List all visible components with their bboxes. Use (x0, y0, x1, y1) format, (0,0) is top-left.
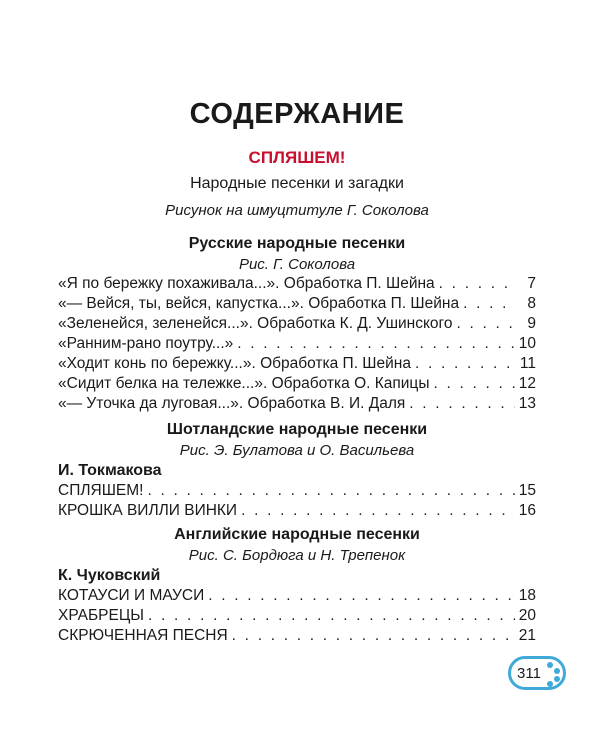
toc-entry-page: 12 (518, 375, 536, 392)
toc-entry-page: 11 (519, 355, 536, 372)
toc-entry[interactable] (58, 607, 536, 629)
toc-entry-title: ХРАБРЕЦЫ (58, 607, 145, 624)
toc-entry-title: КОТАУСИ И МАУСИ (58, 587, 205, 604)
decorative-dot-icon (547, 681, 553, 687)
russian-illustrator: Рис. Г. Соколова (238, 256, 356, 273)
toc-entry-page: 13 (518, 395, 536, 412)
page-number: 311 (517, 665, 541, 682)
toc-entry[interactable] (58, 395, 536, 417)
scottish-heading: Шотландские народные песенки (166, 421, 428, 438)
toc-entry[interactable] (58, 502, 536, 524)
toc-leader-dots (456, 315, 516, 333)
author-name: К. Чуковский (58, 567, 161, 584)
page-number-badge (508, 656, 566, 690)
toc-leader-dots (409, 395, 514, 413)
toc-leader-dots (148, 607, 515, 625)
decorative-dot-icon (554, 668, 560, 674)
section-subtitle: Народные песенки и загадки (190, 175, 404, 192)
toc-entry-page: 7 (527, 275, 536, 292)
section-illustrator: Рисунок на шмуцтитуле Г. Соколова (165, 202, 429, 219)
toc-entry-page: 8 (527, 295, 536, 312)
toc-entry-title: «Ходит конь по бережку...». Обработка П. Шейна (58, 355, 411, 372)
scottish-illustrator: Рис. Э. Булатова и О. Васильева (179, 442, 415, 459)
toc-entry[interactable] (58, 335, 536, 357)
toc-entry-page: 21 (518, 627, 536, 644)
toc-leader-dots (439, 275, 516, 293)
toc-entry[interactable] (58, 627, 536, 649)
toc-leader-dots (232, 627, 515, 645)
toc-leader-dots (415, 355, 516, 373)
toc-entry-title: СКРЮЧЕННАЯ ПЕСНЯ (58, 627, 228, 644)
toc-entry-title: «— Вейся, ты, вейся, капустка...». Обработка П. Шейна (58, 295, 460, 312)
toc-entry-page: 20 (518, 607, 536, 624)
toc-entry-title: «Зеленейся, зеленейся...». Обработка К. Д. Ушинского (58, 315, 453, 332)
toc-entry-title: «Я по бережку похаживала...». Обработка П. Шейна (58, 275, 435, 292)
toc-leader-dots (241, 502, 515, 520)
toc-entry[interactable] (58, 375, 536, 397)
section-heading: СПЛЯШЕМ! (248, 148, 346, 167)
toc-leader-dots (463, 295, 516, 313)
toc-entry-page: 16 (518, 502, 536, 519)
toc-entry-page: 9 (527, 315, 536, 332)
toc-entry[interactable] (58, 587, 536, 609)
toc-entry-title: СПЛЯШЕМ! (58, 482, 144, 499)
toc-leader-dots (433, 375, 514, 393)
toc-leader-dots (237, 335, 514, 353)
page-title: СОДЕРЖАНИЕ (189, 98, 405, 130)
toc-leader-dots (147, 482, 514, 500)
toc-entry[interactable] (58, 295, 536, 317)
english-heading: Английские народные песенки (174, 526, 420, 543)
toc-entry-page: 15 (518, 482, 536, 499)
russian-heading: Русские народные песенки (188, 235, 406, 252)
toc-entry-page: 18 (518, 587, 536, 604)
toc-entry[interactable] (58, 355, 536, 377)
toc-entry-title: КРОШКА ВИЛЛИ ВИНКИ (58, 502, 238, 519)
decorative-dot-icon (554, 676, 560, 682)
toc-leader-dots (208, 587, 515, 605)
toc-entry-title: «— Уточка да луговая...». Обработка В. И. Даля (58, 395, 406, 412)
toc-entry-title: «Сидит белка на тележке...». Обработка О. Капицы (58, 375, 430, 392)
toc-entry[interactable] (58, 482, 536, 504)
toc-entry[interactable] (58, 315, 536, 337)
toc-entry-title: «Ранним-рано поутру...» (58, 335, 234, 352)
english-illustrator: Рис. С. Бордюга и Н. Трепенок (188, 547, 406, 564)
author-name: И. Токмакова (58, 462, 162, 479)
toc-entry[interactable] (58, 275, 536, 297)
toc-entry-page: 10 (518, 335, 536, 352)
decorative-dot-icon (547, 662, 553, 668)
